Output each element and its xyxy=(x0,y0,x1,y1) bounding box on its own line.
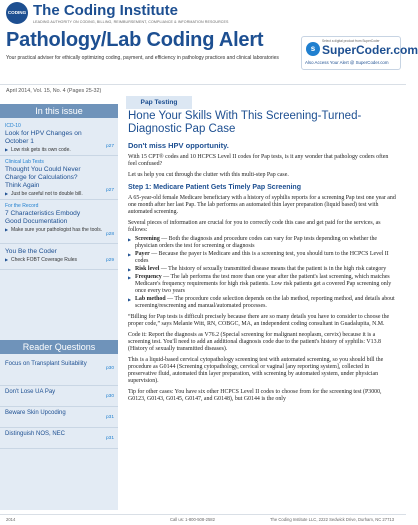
article-kicker: Don't miss HPV opportunity. xyxy=(128,141,229,150)
reader-question-label: Focus on Transplant Suitability xyxy=(5,361,87,367)
table-of-contents xyxy=(0,120,118,270)
sidebar xyxy=(0,104,118,510)
factors-intro: Several pieces of information are crucial for you to correctly code this case and get paid for the services, as follows: xyxy=(128,220,381,233)
toc-headline: 7 Characteristics Embody Good Documentation xyxy=(5,210,81,225)
reader-question-page: p31 xyxy=(105,415,114,420)
factor-lead: Risk level xyxy=(135,266,160,272)
toc-headline: Look for HPV Changes on October 1 xyxy=(5,130,82,145)
article-intro-2: Let us help you cut through the clutter with this multi-step Pap case. xyxy=(128,172,289,178)
toc-subtitle: ▶ Make sure your pathologist has the tools. xyxy=(5,227,113,233)
supercoder-link[interactable]: Also Access Your Alert @ SuperCoder.com xyxy=(305,60,389,65)
toc-subtitle: ▶ Just be careful not to double bill. xyxy=(5,191,113,197)
reader-question-label: Beware Skin Upcoding xyxy=(5,410,66,416)
code-it-paragraph: Code it: Report the diagnosis as V76.2 (Special screening for malignant neoplasm, cervix) because it is a screening test. You'll need to add an additional diagnosis code due to the patient's history of syphilis: V13.8 (History of sexually transmitted diseases). xyxy=(128,332,381,352)
factor-text: — The procedure code selection depends on the lab method, reporting method, and details about screening/rescreening and manual/automated processes. xyxy=(135,296,395,309)
reader-question-page: p30 xyxy=(105,394,114,399)
toc-subtitle: ▶ Low risk gets its own code. xyxy=(5,147,113,153)
factor-item xyxy=(128,266,398,273)
reader-question-item[interactable] xyxy=(0,386,118,407)
article-headline: Hone Your Skills With This Screening-Turned-Diagnostic Pap Case xyxy=(128,110,362,135)
supercoder-logo-icon: s xyxy=(306,42,320,56)
reader-question-item[interactable] xyxy=(0,407,118,428)
toc-entry[interactable] xyxy=(0,156,118,200)
toc-headline: You Be the Coder xyxy=(5,248,57,255)
toc-entry[interactable] xyxy=(0,200,118,244)
supercoder-subtitle: Select a digital product from SuperCoder xyxy=(322,39,380,43)
reader-questions-heading: Reader Questions xyxy=(0,340,118,354)
toc-headline: Thought You Could Never Charge for Calculations? Think Again xyxy=(5,166,81,189)
toc-entry[interactable] xyxy=(0,244,118,270)
factor-text: — The lab performs the test more than one year after the patient's last screening, which matches Medicare's frequency requirements for high risk patients. Low risk patients get a covered Pap screening only once every two years xyxy=(135,274,392,294)
footer-phone: Call us: 1-800-508-2582 xyxy=(170,517,215,522)
page-footer xyxy=(0,514,406,525)
step-1-heading: Step 1: Medicare Patient Gets Timely Pap Screening xyxy=(128,184,301,191)
toc-category: For the Record xyxy=(5,203,39,209)
reader-question-page: p31 xyxy=(105,436,114,441)
factor-lead: Lab method xyxy=(135,296,166,302)
factor-item xyxy=(128,236,398,250)
factor-item xyxy=(128,296,398,310)
tip-paragraph: Tip for other cases: You have six other HCPCS Level II codes to choose from for the screening test (P3000, G0123, G0143, G0145, G0147, and G0148), but G0144 is the only xyxy=(128,389,382,402)
factor-lead: Screening xyxy=(135,236,160,242)
factor-list xyxy=(128,236,398,310)
institute-tagline: LEADING AUTHORITY ON CODING, BILLING, REIMBURSEMENT, COMPLIANCE & INFORMATION RESOURCES xyxy=(33,20,229,24)
reader-question-label: Don't Lose UA Pay xyxy=(5,389,56,395)
institute-name: The Coding Institute xyxy=(33,2,178,19)
toc-page: p27 xyxy=(105,144,114,149)
reader-question-item[interactable] xyxy=(0,428,118,449)
issue-info: April 2014, Vol. 15, No. 4 (Pages 25-32) xyxy=(6,88,102,94)
reader-question-item[interactable] xyxy=(0,358,118,386)
article xyxy=(128,110,398,403)
toc-page: p27 xyxy=(105,188,114,193)
expert-quote: “Billing for Pap tests is difficult precisely because there are so many details you have to consider to choose the proper code,” says Melanie Witt, RN, COBGC, MA, an independent coding consultant in Guadalupita, N.M. xyxy=(128,314,390,327)
factor-item xyxy=(128,274,398,295)
toc-category: Clinical Lab Tests xyxy=(5,159,44,165)
toc-category: ICD-10 xyxy=(5,123,21,129)
toc-page: p28 xyxy=(105,232,114,237)
factor-lead: Payer xyxy=(135,251,150,257)
factor-lead: Frequency xyxy=(135,274,162,280)
toc-subtitle: ▶ Check FOBT Coverage Rules xyxy=(5,257,113,263)
reader-question-label: Distinguish NOS, NEC xyxy=(5,431,66,437)
in-this-issue-heading: In this issue xyxy=(0,104,118,118)
coding-institute-logo-icon: CODING xyxy=(6,2,28,24)
factor-text: — Both the diagnosis and procedure codes can vary for Pap tests depending on whether the physician orders the test for screening or diagnosis xyxy=(135,236,378,249)
footer-year: 2014 xyxy=(6,517,16,522)
toc-entry[interactable] xyxy=(0,120,118,156)
issue-meta-bar xyxy=(0,84,406,99)
masthead xyxy=(0,0,418,84)
supercoder-ad[interactable] xyxy=(301,36,418,70)
publication-tagline: Your practical adviser for ethically optimizing coding, payment, and efficiency in pathology practices and clinical laboratories xyxy=(6,55,279,61)
toc-page: p29 xyxy=(105,258,114,263)
publication-title: Pathology/Lab Coding Alert xyxy=(6,29,264,51)
procedure-paragraph: This is a liquid-based cervical cytopathology screening test with automated screening, so you should bill the procedure as G0144 (Screening cytopathology, cervical or vaginal [any reporting system], collected in preservative fluid, automated thin layer preparation, with screening by automated system, under physician supervision). xyxy=(128,357,384,384)
supercoder-name: SuperCoder.com xyxy=(322,43,418,57)
step-1-paragraph: A 65-year-old female Medicare beneficiary with a history of syphilis reports for a screening Pap test one year and one month after her last Pap. The lab performs an automated thin layer preparation (liquid based) test with automated screening. xyxy=(128,195,396,215)
factor-item xyxy=(128,251,398,265)
section-tag: Pap Testing xyxy=(126,96,192,109)
footer-address: The Coding Institute LLC, 2222 Sedwick Drive, Durham, NC 27713 xyxy=(270,517,395,522)
factor-text: — The history of sexually transmitted disease means that the patient is in the high risk category xyxy=(159,266,387,272)
reader-question-page: p30 xyxy=(105,366,114,371)
reader-questions-list xyxy=(0,358,118,449)
article-intro: With 15 CPT® codes and 10 HCPCS Level II codes for Pap tests, is it any wonder that pathology coders often feel confused? xyxy=(128,154,389,167)
factor-text: — Because the payer is Medicare and this is a screening test, you should turn to the HCPCS Level II codes xyxy=(135,251,389,264)
